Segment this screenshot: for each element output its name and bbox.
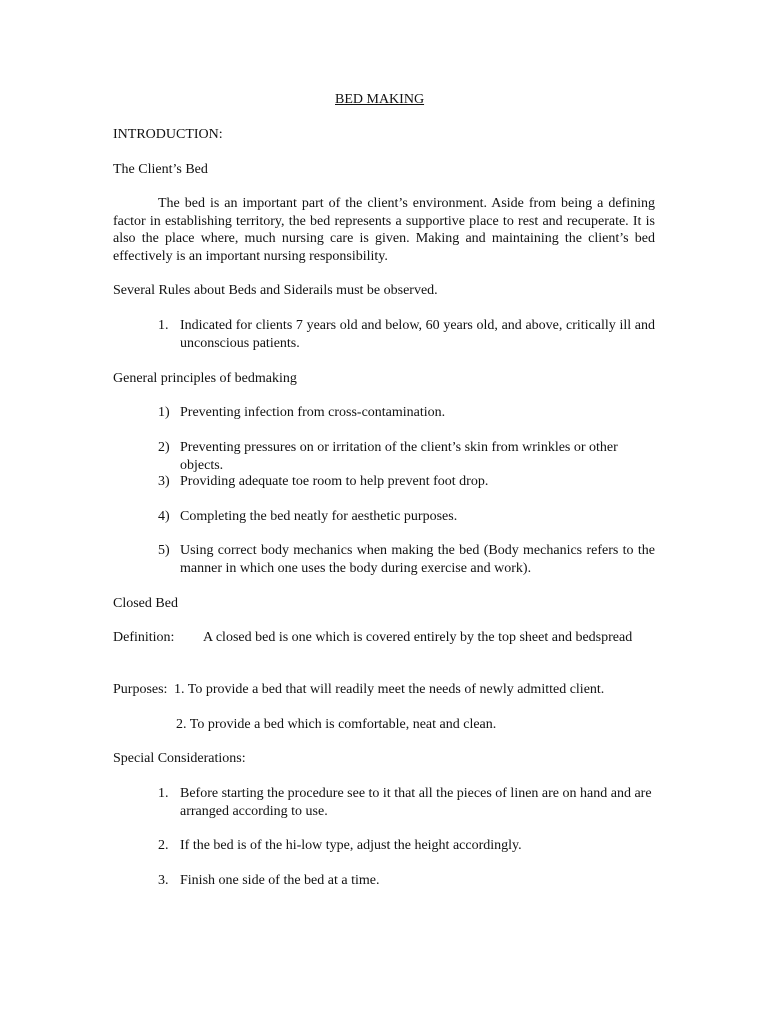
closed-bed-heading: Closed Bed — [113, 596, 178, 611]
rule-1-text: Indicated for clients 7 years old and below, 60 years old, and above, critically ill and unconscious patients. — [180, 318, 655, 351]
principle-3-text: Providing adequate toe room to help prevent foot drop. — [180, 474, 489, 489]
principles-heading: General principles of bedmaking — [113, 371, 297, 386]
rules-heading: Several Rules about Beds and Siderails must be observed. — [113, 283, 438, 298]
special-considerations-heading: Special Considerations: — [113, 751, 246, 766]
definition-label: Definition: — [113, 630, 175, 645]
clients-bed-heading: The Client’s Bed — [113, 162, 208, 177]
principle-5-marker: 5) — [158, 543, 170, 558]
principle-5-text: Using correct body mechanics when making the bed (Body mechanics refers to the manner in which one uses the body during exercise and work). — [180, 543, 655, 576]
purpose-1-text: 1. To provide a bed that will readily meet the needs of newly admitted client. — [174, 682, 605, 697]
definition-text: A closed bed is one which is covered entirely by the top sheet and bedspread — [203, 630, 633, 645]
purpose-2-text: 2. To provide a bed which is comfortable, neat and clean. — [176, 717, 497, 732]
principle-4-marker: 4) — [158, 509, 170, 524]
principle-3-marker: 3) — [158, 474, 170, 489]
document-title: BED MAKING — [335, 92, 425, 107]
principle-4-text: Completing the bed neatly for aesthetic purposes. — [180, 509, 458, 524]
principle-2-marker: 2) — [158, 440, 170, 455]
rule-1-marker: 1. — [158, 318, 169, 333]
principle-2-text: Preventing pressures on or irritation of the client’s skin from wrinkles or other objects. — [180, 440, 618, 473]
introduction-heading: INTRODUCTION: — [113, 127, 223, 142]
principle-1-text: Preventing infection from cross-contamination. — [180, 405, 446, 420]
special-2-text: If the bed is of the hi-low type, adjust the height accordingly. — [180, 838, 522, 853]
special-2-marker: 2. — [158, 838, 169, 853]
special-1-text: Before starting the procedure see to it that all the pieces of linen are on hand and are arranged according to use. — [180, 786, 652, 819]
special-3-text: Finish one side of the bed at a time. — [180, 873, 380, 888]
special-1-marker: 1. — [158, 786, 169, 801]
purposes-label: Purposes: — [113, 682, 168, 697]
clients-bed-paragraph: The bed is an important part of the client’s environment. Aside from being a defining factor in establishing territory, the bed represents a supportive place to rest and recuperate. It is also the place where, much nursing care is given. Making and maintaining the client’s bed effectively is an important nursing responsibility. — [113, 196, 655, 264]
special-3-marker: 3. — [158, 873, 169, 888]
principle-1-marker: 1) — [158, 405, 170, 420]
